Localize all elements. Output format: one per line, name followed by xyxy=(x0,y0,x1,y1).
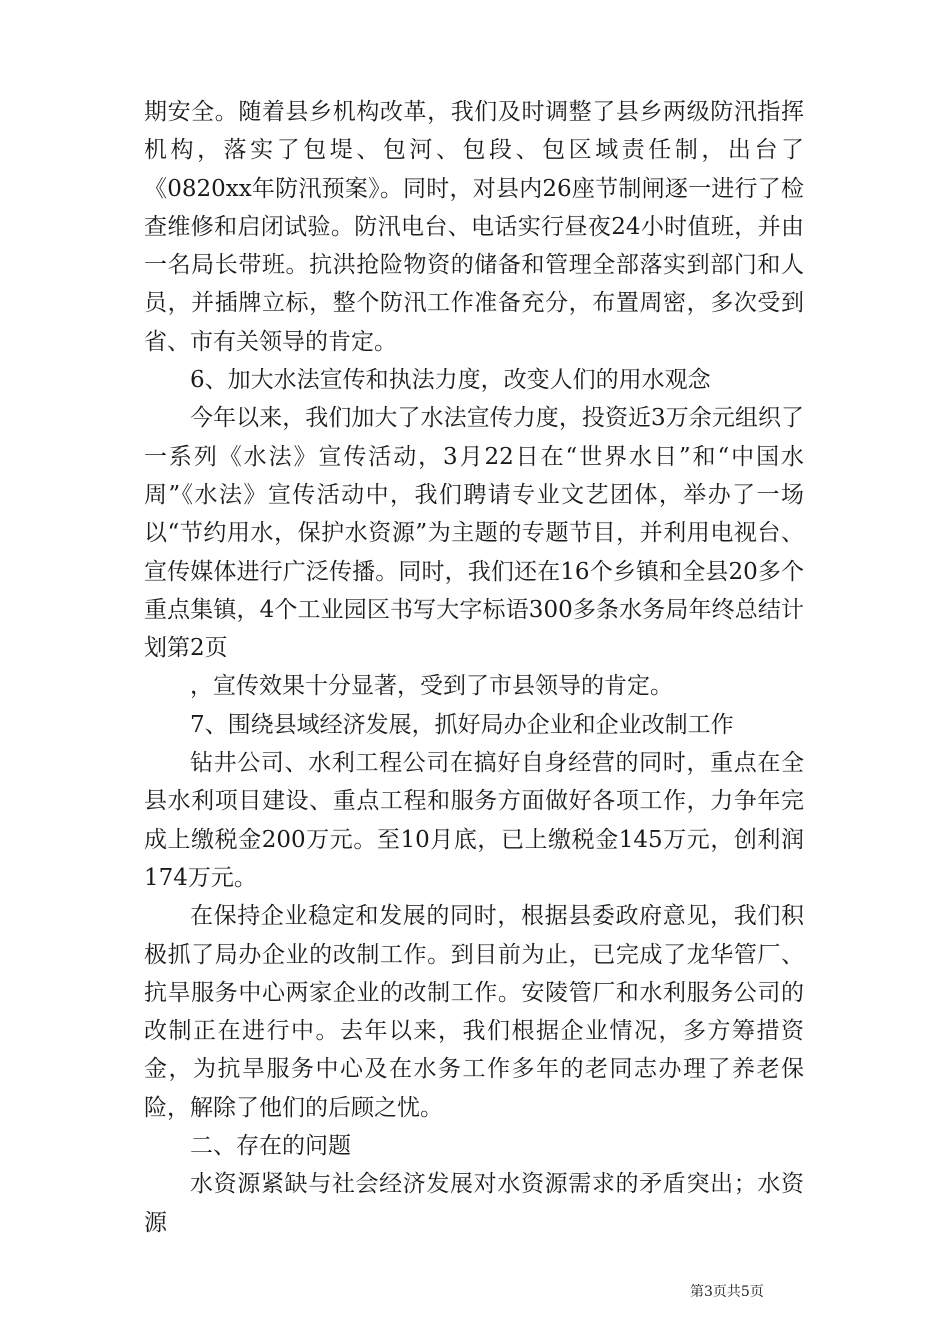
paragraph-flood-safety: 期安全。随着县乡机构改革，我们及时调整了县乡两级防汛指挥机构，落实了包堤、包河、包段、包区域责任制，出台了《0820xx年防汛预案》。同时，对县内26座节制闸逐一进行了检查维修和启闭试验。防汛电台、电话实行昼夜24小时值班，并由一名局长带班。抗洪抢险物资的储备和管理全部落实到部门和人员，并插牌立标，整个防汛工作准备充分，布置周密，多次受到省、市有关领导的肯定。 xyxy=(144,99,804,355)
paragraph-publicity-effect: ，宣传效果十分显著，受到了市县领导的肯定。 xyxy=(190,673,673,700)
document-body xyxy=(144,93,804,1242)
paragraph-water-law-publicity: 今年以来，我们加大了水法宣传力度，投资近3万余元组织了一系列《水法》宣传活动，3月22日在“世界水日”和“中国水周”《水法》宣传活动中，我们聘请专业文艺团体，举办了一场以“节约用水，保护水资源”为主题的专题节目，并利用电视台、宣传媒体进行广泛传播。同时，我们还在16个乡镇和全县20多个重点集镇，4个工业园区书写大字标语300多条水务局年终总结计划第2页 xyxy=(144,405,804,662)
section-heading-problems: 二、存在的问题 xyxy=(190,1133,351,1160)
page-number-footer: 第3页共5页 xyxy=(690,1284,764,1300)
section-heading-water-law: 6、加大水法宣传和执法力度，改变人们的用水观念 xyxy=(190,367,711,394)
paragraph-enterprise-reform: 在保持企业稳定和发展的同时，根据县委政府意见，我们积极抓了局办企业的改制工作。到目前为止，已完成了龙华管厂、抗旱服务中心两家企业的改制工作。安陵管厂和水利服务公司的改制正在进行中。去年以来，我们根据企业情况，多方筹措资金，为抗旱服务中心及在水务工作多年的老同志办理了养老保险，解除了他们的后顾之忧。 xyxy=(144,903,804,1121)
paragraph-drilling-company: 钻井公司、水利工程公司在搞好自身经营的同时，重点在全县水利项目建设、重点工程和服务方面做好各项工作，力争年完成上缴税金200万元。至10月底，已上缴税金145万元，创利润174万元。 xyxy=(144,750,804,891)
section-heading-enterprise-reform: 7、围绕县域经济发展，抓好局办企业和企业改制工作 xyxy=(190,711,734,738)
paragraph-water-shortage: 水资源紧缺与社会经济发展对水资源需求的矛盾突出；水资源 xyxy=(144,1171,804,1236)
